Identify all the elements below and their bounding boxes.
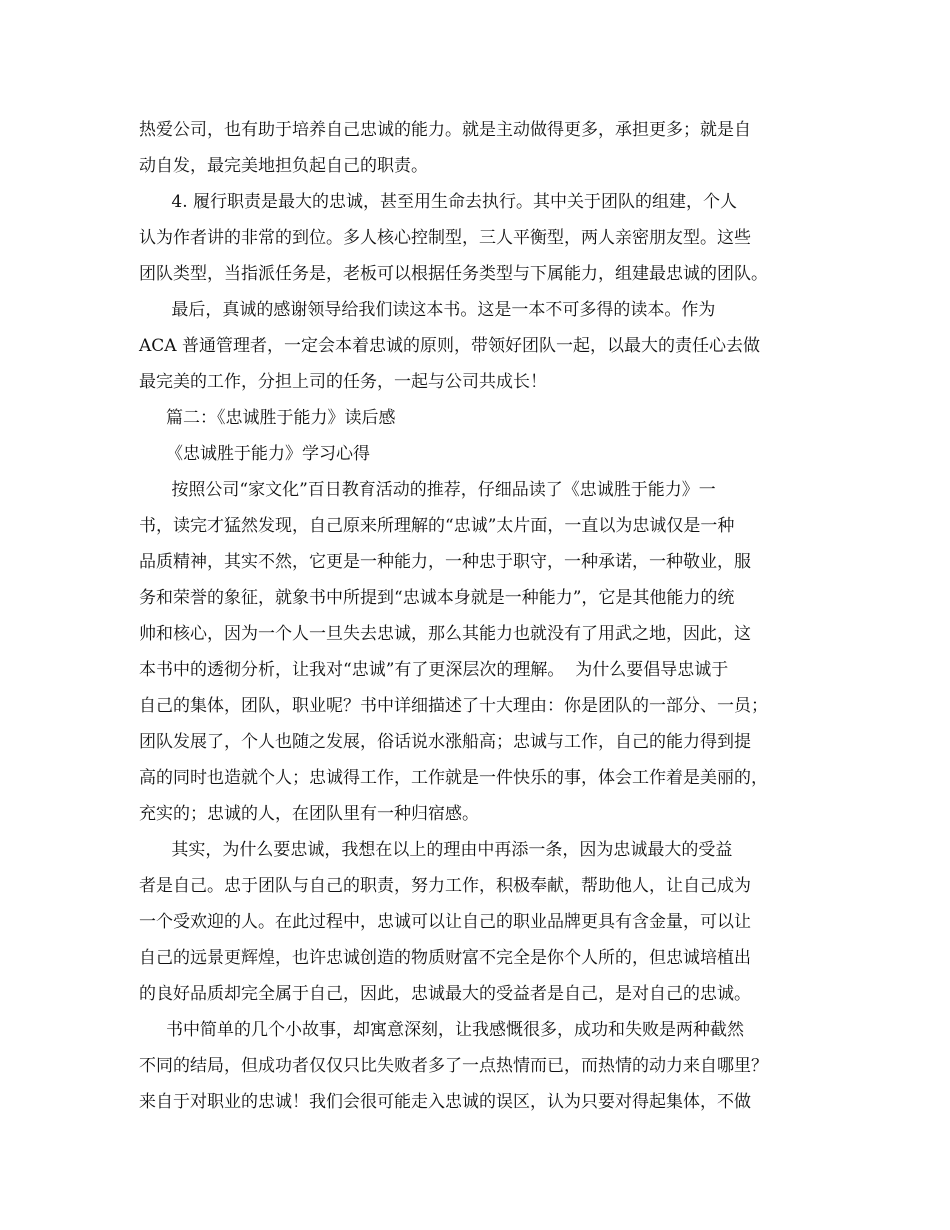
text-line: 高的同时也造就个人；忠诚得工作，工作就是一件快乐的事，体会工作着是美丽的， [139,768,768,788]
text-line: 4. 履行职责是最大的忠诚，甚至用生命去执行。其中关于团队的组建，个人 [139,192,738,212]
text-line: 书中简单的几个小故事，却寓意深刻，让我感慨很多，成功和失败是两种截然 [139,1020,745,1040]
text-line: 动自发，最完美地担负起自己的职责。 [139,156,428,176]
text-line: 书，读完才猛然发现，自己原来所理解的“忠诚”太片面，一直以为忠诚仅是一种 [139,516,735,536]
text-line: 团队发展了，个人也随之发展，俗话说水涨船高；忠诚与工作，自己的能力得到提 [139,732,751,752]
section-subheading: 《忠诚胜于能力》学习心得 [139,444,371,464]
text-line: 一个受欢迎的人。在此过程中，忠诚可以让自己的职业品牌更具有含金量，可以让 [139,912,751,932]
text-line: 自己的集体，团队，职业呢？书中详细描述了十大理由：你是团队的一部分、一员； [139,696,768,716]
text-line: 充实的；忠诚的人，在团队里有一种归宿感。 [139,804,479,824]
text-line: 来自于对职业的忠诚！我们会很可能走入忠诚的误区，认为只要对得起集体，不做 [139,1092,751,1112]
document-page [139,112,819,1120]
text-line: 不同的结局，但成功者仅仅只比失败者多了一点热情而已，而热情的动力来自哪里？ [139,1056,768,1076]
text-line: 帅和核心，因为一个人一旦失去忠诚，那么其能力也就没有了用武之地，因此，这 [139,624,751,644]
text-line: 其实，为什么要忠诚，我想在以上的理由中再添一条，因为忠诚最大的受益 [139,840,733,860]
text-line: 按照公司“家文化”百日教育活动的推荐，仔细品读了《忠诚胜于能力》一 [139,480,716,500]
text-line: 自己的远景更辉煌，也许忠诚创造的物质财富不完全是你个人所的，但忠诚培植出 [139,948,751,968]
text-line: 品质精神，其实不然，它更是一种能力，一种忠于职守，一种承诺，一种敬业，服 [139,552,751,572]
text-line: 最后，真诚的感谢领导给我们读这本书。这是一本不可多得的读本。作为 [139,300,716,320]
text-line: 本书中的透彻分析，让我对“忠诚”有了更深层次的理解。 为什么要倡导忠诚于 [139,660,729,680]
text-line: 者是自己。忠于团队与自己的职责，努力工作，积极奉献，帮助他人，让自己成为 [139,876,751,896]
text-line: 热爱公司，也有助于培养自己忠诚的能力。就是主动做得更多，承担更多；就是自 [139,120,751,140]
text-line: 最完美的工作，分担上司的任务，一起与公司共成长！ [139,372,547,392]
text-line: 务和荣誉的象征，就象书中所提到“忠诚本身就是一种能力”，它是其他能力的统 [139,588,735,608]
text-line: 的良好品质却完全属于自己，因此，忠诚最大的受益者是自己，是对自己的忠诚。 [139,984,751,1004]
text-line: 团队类型，当指派任务是，老板可以根据任务类型与下属能力，组建最忠诚的团队。 [139,264,768,284]
section-heading: 篇二：《忠诚胜于能力》读后感 [139,408,396,428]
text-line: ACA 普通管理者，一定会本着忠诚的原则，带领好团队一起，以最大的责任心去做 [139,336,760,356]
text-line: 认为作者讲的非常的到位。多人核心控制型，三人平衡型，两人亲密朋友型。这些 [139,228,751,248]
